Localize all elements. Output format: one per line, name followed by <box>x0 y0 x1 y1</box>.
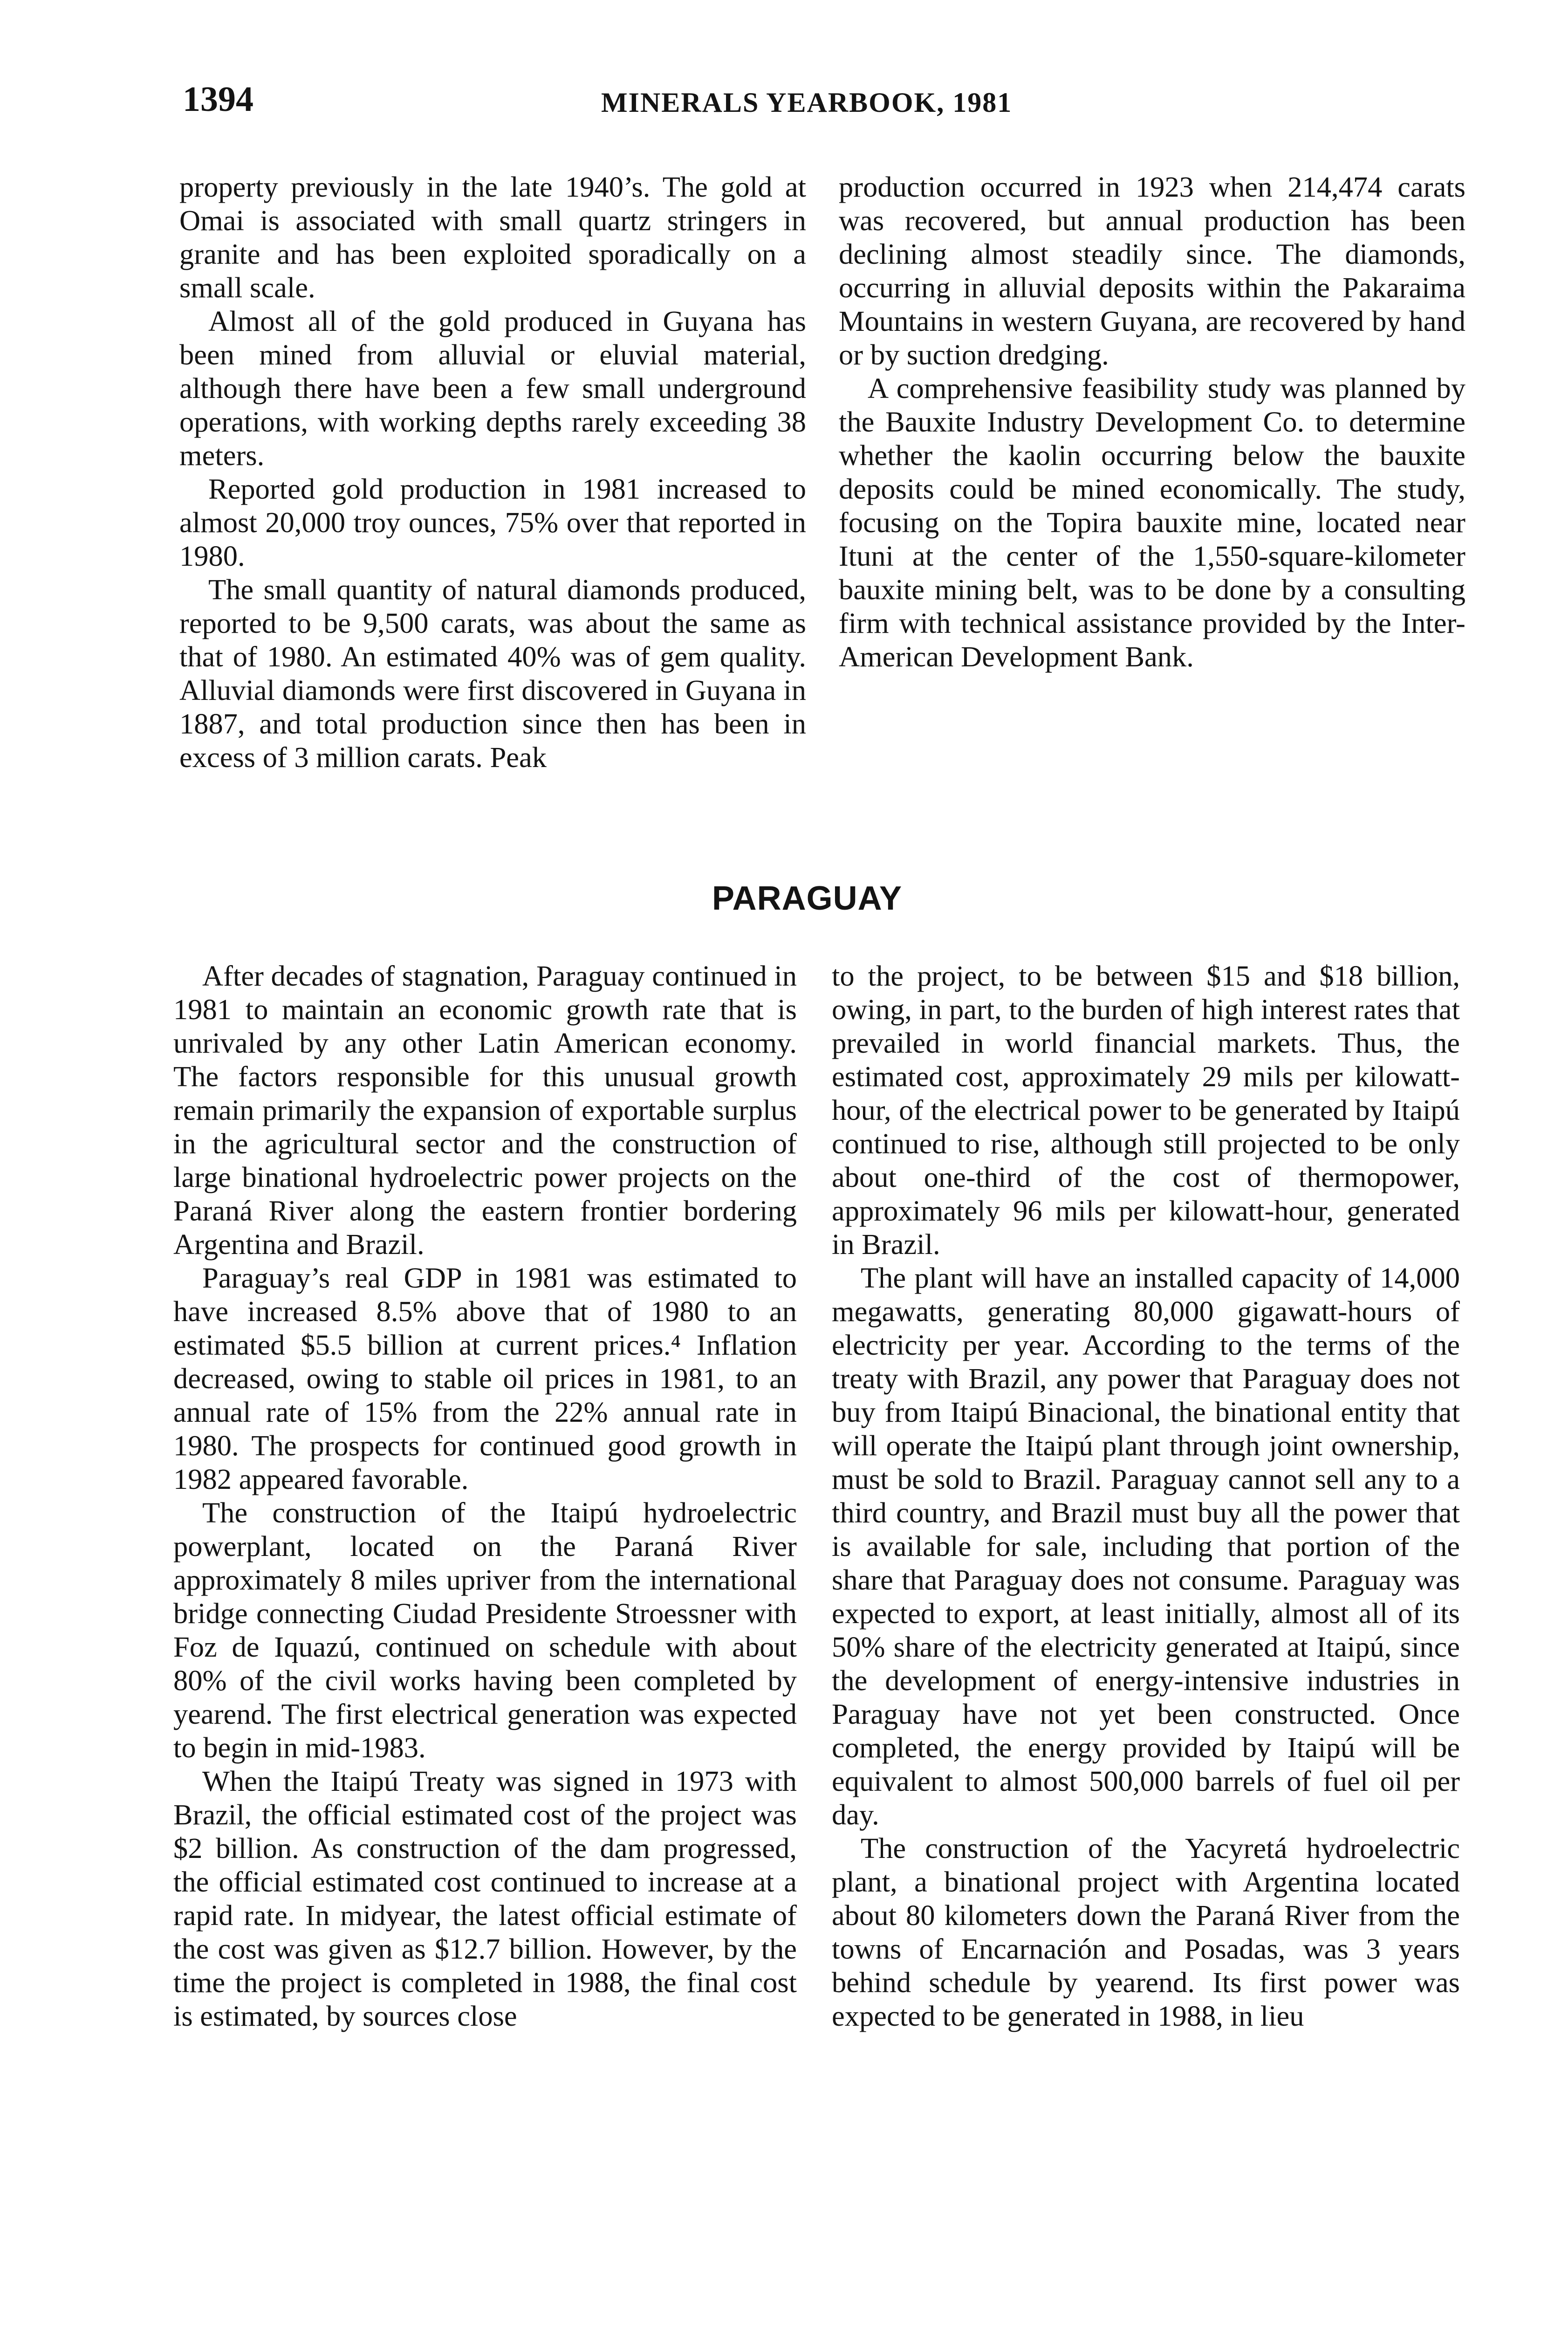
paraguay-left-column <box>173 959 797 2033</box>
paragraph: production occurred in 1923 when 214,474 carats was recovered, but annual production has been declining almost steadily since. The diamonds, occurring in alluvial deposits within the Pakaraima Mountains in western Guyana, are recovered by hand or by suction dredging. <box>839 171 1465 371</box>
paragraph: When the Itaipú Treaty was signed in 1973 with Brazil, the official estimated cost of the project was $2 billion. As construction of the dam progressed, the official estimated cost continued to increase at a rapid rate. In midyear, the latest official estimate of the cost was given as $12.7 billion. However, by the time the project is completed in 1988, the final cost is estimated, by sources close <box>173 1765 797 2032</box>
paragraph: The construction of the Itaipú hydroelectric powerplant, located on the Paraná River approximately 8 miles upriver from the international bridge connecting Ciudad Presidente Stroessner with Foz de Iquazú, continued on schedule with about 80% of the civil works having been completed by yearend. The first electrical generation was expected to begin in mid-1983. <box>173 1496 797 1764</box>
paragraph: property previously in the late 1940’s. The gold at Omai is associated with small quartz stringers in granite and has been exploited sporadically on a small scale. <box>179 171 806 304</box>
paragraph: A comprehensive feasibility study was planned by the Bauxite Industry Development Co. to determine whether the kaolin occurring below the bauxite deposits could be mined economically. The study, focusing on the Topira bauxite mine, located near Ituni at the center of the 1,550-square-kilometer bauxite mining belt, was to be done by a consulting firm with technical assistance provided by the Inter-American Development Bank. <box>839 372 1465 673</box>
guyana-left-column <box>179 170 806 774</box>
section-title: PARAGUAY <box>712 880 903 917</box>
guyana-right-column <box>839 170 1465 673</box>
paraguay-right-column <box>832 959 1460 2033</box>
running-head: MINERALS YEARBOOK, 1981 <box>601 87 1013 118</box>
paragraph: Paraguay’s real GDP in 1981 was estimated to have increased 8.5% above that of 1980 to an estimated $5.5 billion at current prices.⁴ Inflation decreased, owing to stable oil prices in 1981, to an annual rate of 15% from the 22% annual rate in 1980. The prospects for continued good growth in 1982 appeared favorable. <box>173 1261 797 1495</box>
paragraph: The plant will have an installed capacity of 14,000 megawatts, generating 80,000 gigawatt-hours of electricity per year. According to the terms of the treaty with Brazil, any power that Paraguay does not buy from Itaipú Binacional, the binational entity that will operate the Itaipú plant through joint ownership, must be sold to Brazil. Paraguay cannot sell any to a third country, and Brazil must buy all the power that is available for sale, including that portion of the share that Paraguay does not consume. Paraguay was expected to export, at least initially, almost all of its 50% share of the electricity generated at Itaipú, since the development of energy-intensive industries in Paraguay have not yet been constructed. Once completed, the energy provided by Itaipú will be equivalent to almost 500,000 barrels of fuel oil per day. <box>832 1261 1460 1831</box>
paragraph: After decades of stagnation, Paraguay continued in 1981 to maintain an economic growth rate that is unrivaled by any other Latin American economy. The factors responsible for this unusual growth remain primarily the expansion of exportable surplus in the agricultural sector and the construction of large binational hydroelectric power projects on the Paraná River along the eastern frontier bordering Argentina and Brazil. <box>173 959 797 1261</box>
paragraph: Reported gold production in 1981 increased to almost 20,000 troy ounces, 75% over that reported in 1980. <box>179 473 806 572</box>
page-number: 1394 <box>183 80 253 119</box>
paragraph: to the project, to be between $15 and $18 billion, owing, in part, to the burden of high interest rates that prevailed in world financial markets. Thus, the estimated cost, approximately 29 mils per kilowatt-hour, of the electrical power to be generated by Itaipú continued to rise, although still projected to be only about one-third of the cost of thermopower, approximately 96 mils per kilowatt-hour, generated in Brazil. <box>832 959 1460 1261</box>
paragraph: The small quantity of natural diamonds produced, reported to be 9,500 carats, was about the same as that of 1980. An estimated 40% was of gem quality. Alluvial diamonds were first discovered in Guyana in 1887, and total production since then has been in excess of 3 million carats. Peak <box>179 573 806 774</box>
paragraph: The construction of the Yacyretá hydroelectric plant, a binational project with Argentina located about 80 kilometers down the Paraná River from the towns of Encarnación and Posadas, was 3 years behind schedule by yearend. Its first power was expected to be generated in 1988, in lieu <box>832 1832 1460 2032</box>
paragraph: Almost all of the gold produced in Guyana has been mined from alluvial or eluvial material, although there have been a few small underground operations, with working depths rarely exceeding 38 meters. <box>179 305 806 472</box>
